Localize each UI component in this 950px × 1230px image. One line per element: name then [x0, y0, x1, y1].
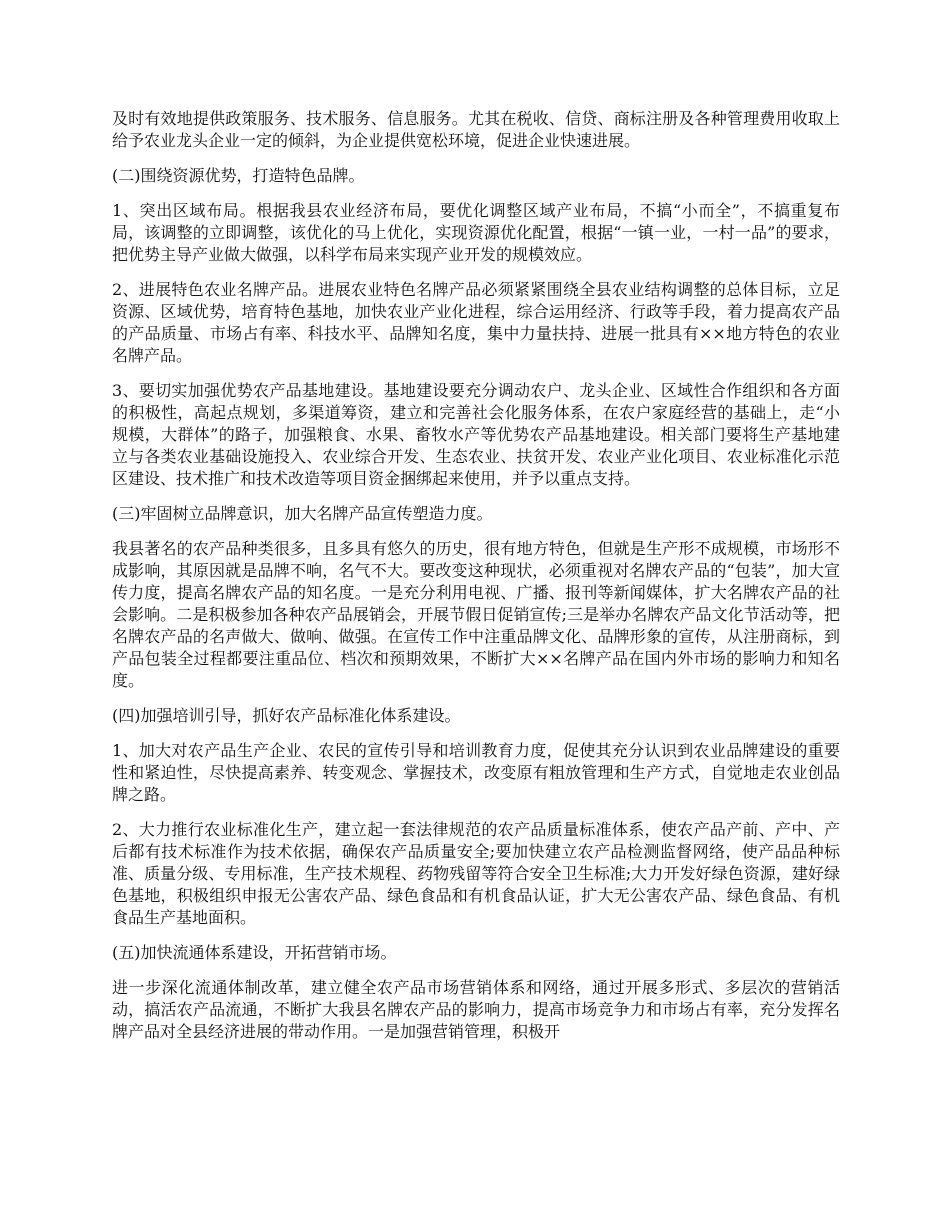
document-body — [112, 108, 840, 1056]
section-heading-5: (五)加快流通体系建设，开拓营销市场。 — [112, 943, 397, 962]
paragraph-brand-products: 2、进展特色农业名牌产品。进展农业特色名牌产品必须紧紧围绕全县农业结构调整的总体目标，立足资源、区域优势，培育特色基地，加快农业产业化进程，综合运用经济、行政等手段，着力提高农产品的产品质量、市场占有率、科技水平、品牌知名度，集中力量扶持、进展一批具有××地方特色的农业名牌产品。 — [112, 280, 840, 365]
paragraph-intro-continuation: 及时有效地提供政策服务、技术服务、信息服务。尤其在税收、信贷、商标注册及各种管理费用收取上给予农业龙头企业一定的倾斜，为企业提供宽松环境，促进企业快速进展。 — [112, 109, 840, 150]
paragraph-brand-promotion: 我县著名的农产品种类很多，且多具有悠久的历史，很有地方特色，但就是生产形不成规模，市场形不成影响，其原因就是品牌不响，名气不大。要改变这种现状，必须重视对名牌农产品的“包装”，加大宣传力度，提高名牌农产品的知名度。一是充分利用电视、广播、报刊等新闻媒体，扩大名牌农产品的社会影响。二是积极参加各种农产品展销会，开展节假日促销宣传;三是举办名牌农产品文化节活动等，把名牌农产品的名声做大、做响、做强。在宣传工作中注重品牌文化、品牌形象的宣传，从注册商标，到产品包装全过程都要注重品位、档次和预期效果，不断扩大××名牌产品在国内外市场的影响力和知名度。 — [112, 539, 840, 690]
section-heading-4: (四)加强培训引导，抓好农产品标准化体系建设。 — [112, 706, 461, 725]
paragraph-standardization: 2、大力推行农业标准化生产，建立起一套法律规范的农产品质量标准体系，使农产品产前、产中、产后都有技术标准作为技术依据，确保农产品质量安全;要加快建立农产品检测监督网络，使产品品种标准、质量分级、专用标准，生产技术规程、药物残留等符合安全卫生标准;大力开发好绿色资源，建好绿色基地，积极组织申报无公害农产品、绿色食品和有机食品认证，扩大无公害农产品、绿色食品、有机食品生产基地面积。 — [112, 820, 840, 927]
section-heading-2: (二)围绕资源优势，打造特色品牌。 — [112, 166, 365, 185]
paragraph-training: 1、加大对农产品生产企业、农民的宣传引导和培训教育力度，促使其充分认识到农业品牌建设的重要性和紧迫性，尽快提高素养、转变观念、掌握技术，改变原有粗放管理和生产方式，自觉地走农业创品牌之路。 — [112, 741, 840, 804]
paragraph-regional-layout: 1、突出区域布局。根据我县农业经济布局，要优化调整区域产业布局，不搞“小而全”，不搞重复布局，该调整的立即调整，该优化的马上优化，实现资源优化配置，根据“一镇一业，一村一品”的要求，把优势主导产业做大做强，以科学布局来实现产业开发的规模效应。 — [112, 201, 840, 264]
paragraph-base-construction: 3、要切实加强优势农产品基地建设。基地建设要充分调动农户、龙头企业、区域性合作组织和各方面的积极性，高起点规划，多渠道筹资，建立和完善社会化服务体系，在农户家庭经营的基础上，走“小规模，大群体”的路子，加强粮食、水果、畜牧水产等优势农产品基地建设。相关部门要将生产基地建立与各类农业基础设施投入、农业综合开发、生态农业、扶贫开发、农业产业化项目、农业标准化示范区建设、技术推广和技术改造等项目资金捆绑起来使用，并予以重点支持。 — [112, 381, 840, 488]
section-heading-3: (三)牢固树立品牌意识，加大名牌产品宣传塑造力度。 — [112, 504, 493, 523]
paragraph-circulation: 进一步深化流通体制改革，建立健全农产品市场营销体系和网络，通过开展多形式、多层次的营销活动，搞活农产品流通，不断扩大我县名牌农产品的影响力，提高市场竞争力和市场占有率，充分发挥名牌产品对全县经济进展的带动作用。一是加强营销管理，积极开 — [112, 978, 840, 1041]
